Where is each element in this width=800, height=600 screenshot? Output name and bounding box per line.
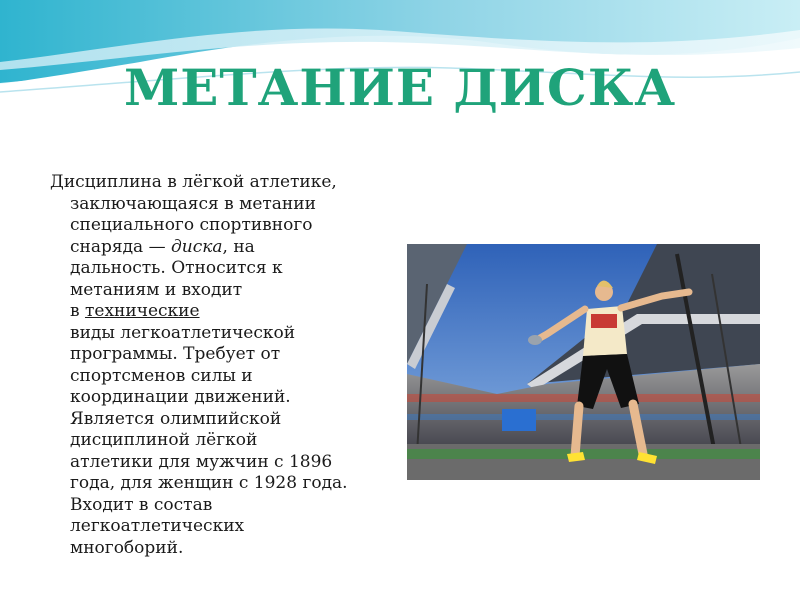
text-line: метаниям и входит [70,279,243,300]
text-line: координации движений. [70,387,291,407]
discus-thrower-photo [407,244,760,480]
text-line: дисциплиной лёгкой [70,430,258,450]
text-line: Является олимпийской [70,408,282,429]
text-line [50,301,395,323]
text-fragment: , на [222,236,255,257]
text-line: специального спортивного [70,215,313,235]
text-line [50,237,395,259]
text-line: программы. Требует от [70,344,281,364]
text-line: Входит в состав [70,494,213,515]
text-line: легкоатлетических [70,516,245,536]
text-fragment: в [70,301,85,321]
text-line: атлетики для мужчин с 1896 [70,451,333,472]
text-line: многоборий. [70,537,184,558]
text-line: дальность. Относится к [70,258,283,278]
text-line: года, для женщин с 1928 года. [70,473,348,493]
text-line: спортсменов силы и [70,365,253,386]
text-line: виды легкоатлетической [70,322,296,343]
page-title: МЕТАНИЕ ДИСКА [123,58,677,117]
technical-link[interactable]: технические [84,301,200,321]
description-paragraph [50,172,395,559]
text-fragment: снаряда — [70,236,172,257]
emphasis-disk: диска [171,236,223,257]
text-line: заключающаяся в метании [70,193,316,214]
text-line: Дисциплина в лёгкой атлетике, [50,172,337,192]
